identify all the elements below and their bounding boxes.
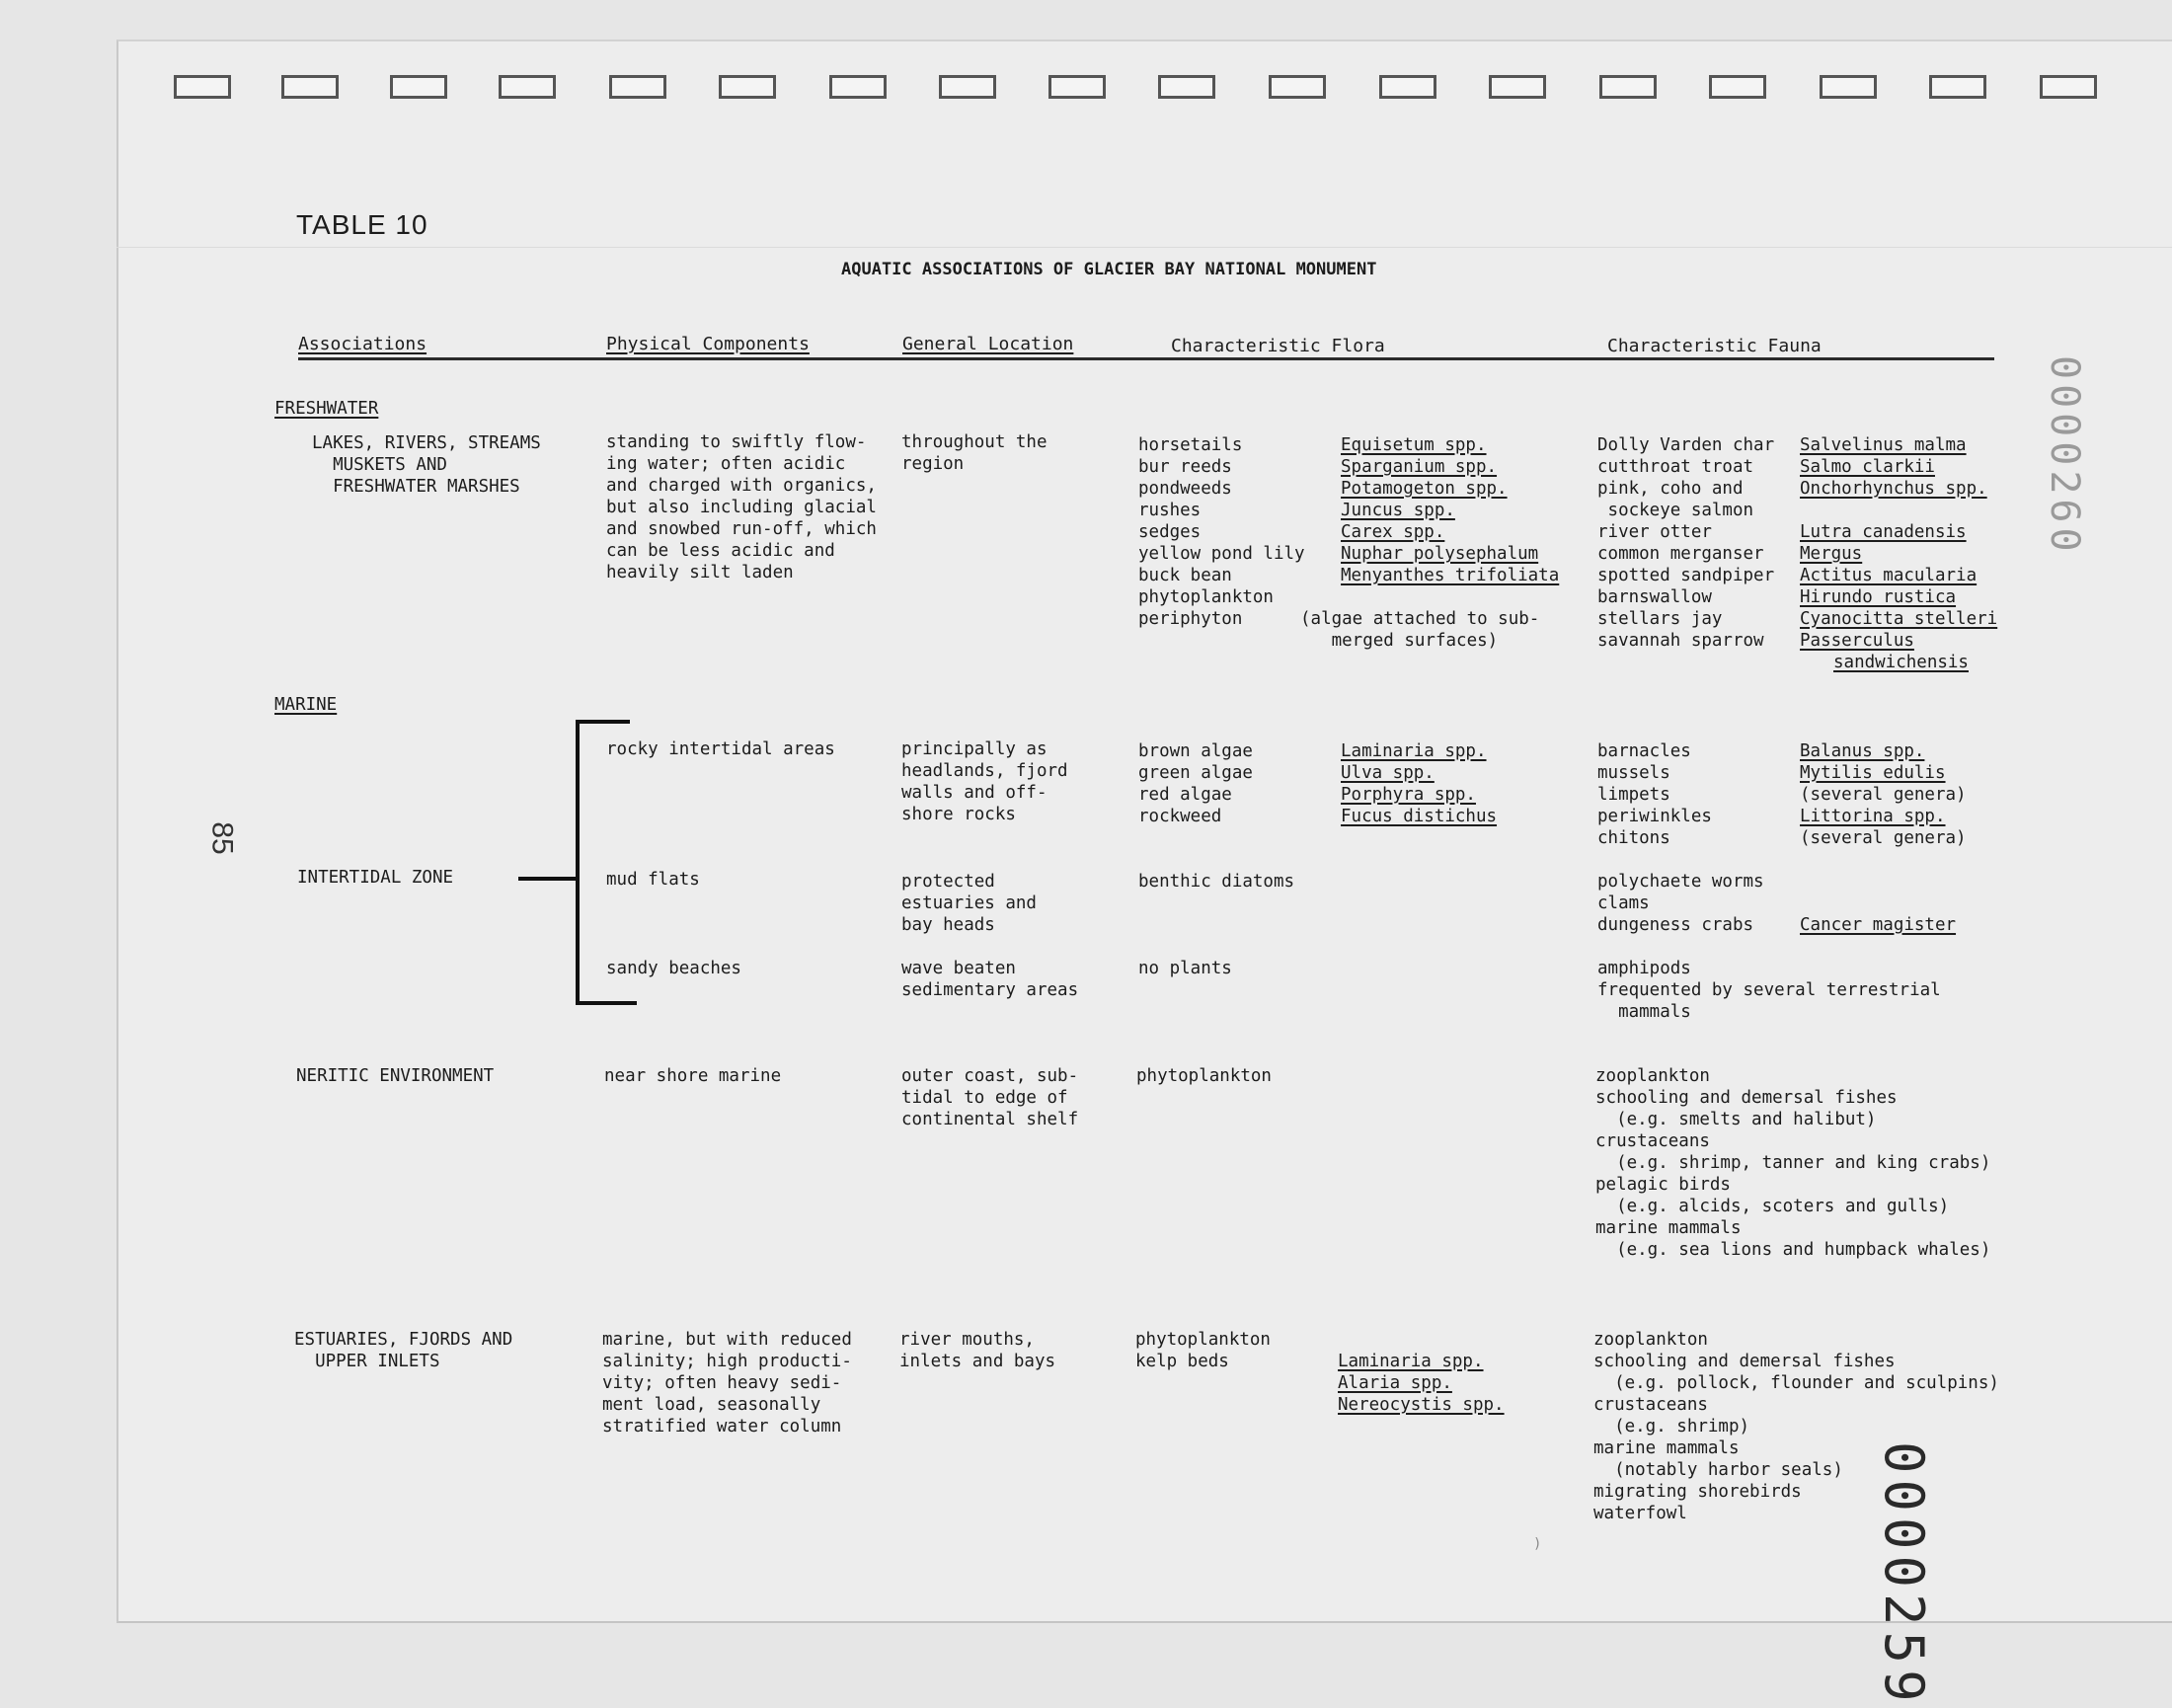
- header-associations: Associations: [298, 334, 427, 354]
- section-marine: MARINE: [274, 695, 338, 715]
- binder-hole: [1820, 75, 1877, 99]
- stray-mark: ): [1533, 1536, 1542, 1552]
- flora-sci-item: Nuphar polysephalum: [1341, 544, 1539, 564]
- flora-sci-item: Sparganium spp.: [1341, 457, 1498, 477]
- bleed-through-stamp: 0000260: [2042, 355, 2087, 557]
- binder-hole: [390, 75, 447, 99]
- page-crease: [116, 247, 2172, 248]
- flora-sci-item: Equisetum spp.: [1341, 435, 1487, 455]
- physical-sandy-beaches: sandy beaches: [606, 959, 741, 978]
- fauna-sci-item: Passerculus: [1800, 631, 1914, 651]
- fauna-common-mud-flats: polychaete worms clams dungeness crabs: [1597, 872, 1764, 935]
- header-characteristic-flora: Characteristic Flora: [1171, 336, 1385, 356]
- table-label: TABLE 10: [296, 209, 428, 240]
- table-title: AQUATIC ASSOCIATIONS OF GLACIER BAY NATIONAL MONUMENT: [841, 260, 1377, 279]
- header-physical-components: Physical Components: [606, 334, 810, 354]
- flora-common-rocky: brown algae green algae red algae rockweed: [1138, 741, 1253, 826]
- header-characteristic-fauna: Characteristic Fauna: [1607, 336, 1822, 356]
- location-sandy-beaches: wave beaten sedimentary areas: [901, 959, 1079, 1000]
- flora-sci-item: Juncus spp.: [1341, 501, 1455, 520]
- fauna-sci-item: Mytilis edulis: [1800, 763, 1946, 783]
- flora-sci-item: Alaria spp.: [1338, 1373, 1452, 1393]
- flora-sci-item: Menyanthes trifoliata: [1341, 566, 1560, 585]
- bracket: [576, 721, 580, 1004]
- bracket: [576, 1001, 637, 1005]
- flora-mud-flats: benthic diatoms: [1138, 872, 1295, 892]
- fauna-sci-item: Lutra canadensis: [1800, 522, 1967, 542]
- fauna-sci-item: (several genera): [1800, 828, 1967, 848]
- association-estuaries: ESTUARIES, FJORDS AND UPPER INLETS: [294, 1330, 513, 1371]
- association-neritic-environment: NERITIC ENVIRONMENT: [296, 1066, 495, 1086]
- flora-note-periphyton: (algae attached to sub- merged surfaces): [1300, 609, 1540, 651]
- binder-hole: [1599, 75, 1657, 99]
- binder-hole: [281, 75, 339, 99]
- location-rocky: principally as headlands, fjord walls and off- shore rocks: [901, 739, 1068, 824]
- header-general-location: General Location: [902, 334, 1074, 354]
- binder-hole: [829, 75, 887, 99]
- flora-common-estuaries: phytoplankton kelp beds: [1135, 1330, 1271, 1371]
- header-rule: [298, 357, 1994, 360]
- binder-hole: [1709, 75, 1766, 99]
- binder-hole: [1269, 75, 1326, 99]
- fauna-estuaries: zooplankton schooling and demersal fishes (e.g. pollock, flounder and sculpins) crustaceans (e.g. shrimp) marine mammals (notably harbor seals) migrating shorebirds waterfowl: [1593, 1330, 1999, 1523]
- flora-sandy-beaches: no plants: [1138, 959, 1232, 978]
- location-estuaries: river mouths, inlets and bays: [899, 1330, 1056, 1371]
- flora-sci-item: Laminaria spp.: [1338, 1352, 1484, 1371]
- fauna-sci-item: Littorina spp.: [1800, 807, 1946, 826]
- fauna-sci-item: Onchorhynchus spp.: [1800, 479, 1987, 499]
- fauna-sci-item: sandwichensis: [1833, 653, 1969, 672]
- flora-sci-item: Fucus distichus: [1341, 807, 1498, 826]
- section-freshwater: FRESHWATER: [274, 399, 379, 419]
- physical-neritic: near shore marine: [604, 1066, 782, 1086]
- binder-hole: [1379, 75, 1436, 99]
- bracket: [576, 720, 630, 724]
- fauna-common-rocky: barnacles mussels limpets periwinkles chitons: [1597, 741, 1712, 848]
- document-id-stamp: 0000259: [1873, 1441, 1935, 1708]
- fauna-sci-item: Balanus spp.: [1800, 741, 1925, 761]
- binder-hole: [609, 75, 666, 99]
- binder-hole: [499, 75, 556, 99]
- flora-sci-item: Porphyra spp.: [1341, 785, 1476, 805]
- binder-hole: [1489, 75, 1546, 99]
- flora-neritic: phytoplankton: [1136, 1066, 1272, 1086]
- association-intertidal-zone: INTERTIDAL ZONE: [297, 868, 454, 888]
- flora-sci-item: Ulva spp.: [1341, 763, 1435, 783]
- fauna-sci-item: Actitus macularia: [1800, 566, 1978, 585]
- fauna-sci-item: Cyanocitta stelleri: [1800, 609, 1998, 629]
- physical-rocky: rocky intertidal areas: [606, 739, 835, 759]
- flora-sci-item: Potamogeton spp.: [1341, 479, 1508, 499]
- location-neritic: outer coast, sub- tidal to edge of continental shelf: [901, 1066, 1079, 1129]
- binder-hole: [1158, 75, 1215, 99]
- fauna-sci-item: Hirundo rustica: [1800, 587, 1957, 607]
- flora-common-freshwater: horsetails bur reeds pondweeds rushes sedges yellow pond lily buck bean phytoplankton periphyton: [1138, 435, 1305, 629]
- fauna-sandy-beaches: amphipods frequented by several terrestrial mammals: [1597, 959, 1941, 1022]
- fauna-sci-item: Cancer magister: [1800, 915, 1957, 935]
- page-number: 85: [205, 821, 239, 855]
- fauna-neritic: zooplankton schooling and demersal fishes (e.g. smelts and halibut) crustaceans (e.g. shrimp, tanner and king crabs) pelagic birds (e.g. alcids, scoters and gulls) marine mammals (e.g. sea lions and humpback whales): [1595, 1066, 1991, 1260]
- fauna-sci-item: Salmo clarkii: [1800, 457, 1935, 477]
- binder-hole: [2040, 75, 2097, 99]
- physical-mud-flats: mud flats: [606, 870, 700, 890]
- fauna-common-freshwater: Dolly Varden char cutthroat troat pink, coho and sockeye salmon river otter common merganser spotted sandpiper barnswallow stellars jay savannah sparrow: [1597, 435, 1775, 651]
- physical-freshwater: standing to swiftly flow- ing water; often acidic and charged with organics, but also including glacial and snowbed run-off, which can be less acidic and heavily silt laden: [606, 432, 877, 582]
- fauna-sci-item: Mergus: [1800, 544, 1863, 564]
- bracket: [518, 877, 578, 881]
- physical-estuaries: marine, but with reduced salinity; high producti- vity; often heavy sedi- ment load, seasonally stratified water column: [602, 1330, 852, 1436]
- binder-hole: [1048, 75, 1106, 99]
- association-freshwater: LAKES, RIVERS, STREAMS MUSKETS AND FRESHWATER MARSHES: [312, 433, 541, 497]
- location-freshwater: throughout the region: [901, 432, 1047, 474]
- binder-hole: [939, 75, 996, 99]
- flora-sci-item: Carex spp.: [1341, 522, 1445, 542]
- binder-hole: [1929, 75, 1986, 99]
- flora-sci-item: Nereocystis spp.: [1338, 1395, 1505, 1415]
- fauna-sci-item: (several genera): [1800, 785, 1967, 805]
- binder-hole: [719, 75, 776, 99]
- fauna-sci-item: Salvelinus malma: [1800, 435, 1967, 455]
- flora-sci-item: Laminaria spp.: [1341, 741, 1487, 761]
- binder-hole: [174, 75, 231, 99]
- location-mud-flats: protected estuaries and bay heads: [901, 872, 1037, 935]
